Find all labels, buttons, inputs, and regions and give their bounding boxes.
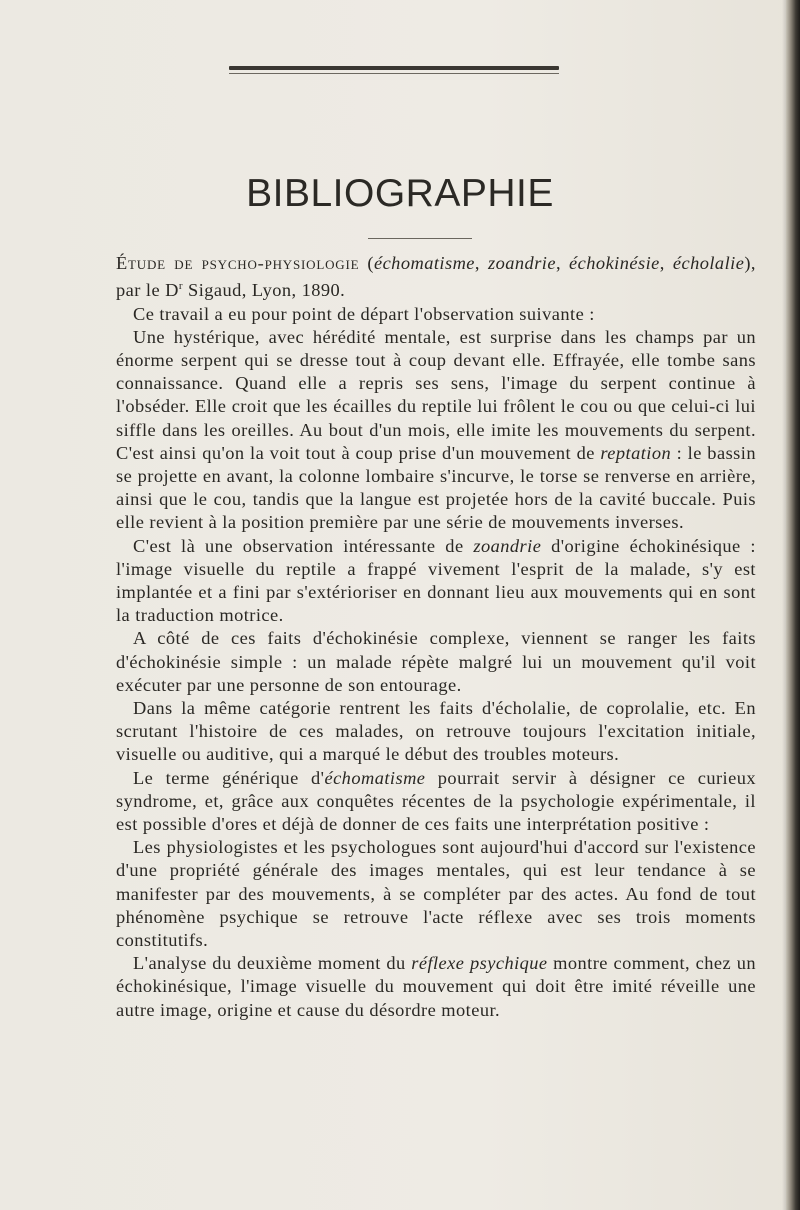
term-echokinesie: échokinésie — [569, 253, 660, 273]
paragraph-3: C'est là une observation intéressante de zoandrie d'origine échokinésique : l'image visuelle du reptile a frappé vivement l'esprit de la malade, s'y est implantée et a fini par s'extérioriser en donnant lieu aux mouvements qui en sont la traduction motrice. — [116, 535, 756, 626]
page-title: BIBLIOGRAPHIE — [246, 172, 554, 215]
term-echomatisme: échomatisme — [373, 253, 475, 273]
body-text — [116, 252, 756, 1022]
paragraph-7: Les physiologistes et les psychologues sont aujourd'hui d'accord sur l'existence d'une propriété générale des images mentales, qui est leur tendance à se manifester par des mouvements, à se compléter par des actes. Au fond de tout phénomène psychique se retrouve l'acte réflexe avec ses trois moments constitutifs. — [116, 837, 756, 951]
scan-binding-edge — [786, 0, 800, 1210]
term-zoandrie: zoandrie — [488, 253, 556, 273]
paragraph-5: Dans la même catégorie rentrent les faits d'écholalie, de coprolalie, etc. En scrutant l'histoire de ces malades, on retrouve toujours l'excitation initiale, visuelle ou auditive, qui a marqué le début des troubles moteurs. — [116, 697, 756, 765]
paragraph-6: Le terme générique d'échomatisme pourrait servir à désigner ce curieux syndrome, et, grâce aux conquêtes récentes de la psychologie expérimentale, il est possible d'ores et déjà de donner de ces faits une interprétation positive : — [116, 767, 756, 834]
entry-label: Étude de psycho-physiologie — [116, 253, 360, 273]
paragraph-1: Ce travail a eu pour point de départ l'observation suivante : — [133, 303, 595, 324]
paragraph-2: Une hystérique, avec hérédité mentale, est surprise dans les champs par un énorme serpent qui se dresse tout à coup devant elle. Effrayée, elle tombe sans connaissance. Quand elle a repris ses sens, l'image du serpent continue à l'obséder. Elle croit que les écailles du reptile lui frôlent le cou ou que celui-ci lui siffle dans les oreilles. Au bout d'un mois, elle imite les mouvements du serpent. C'est ainsi qu'on la voit tout à coup prise d'un mouvement de reptation : le bassin se projette en avant, la colonne lombaire s'incurve, le torse se renverse en arrière, ainsi que le cou, tandis que la langue est projetée hors de la cavité buccale. Puis elle revient à la position première par une série de mouvements inverses. — [116, 326, 756, 533]
paragraph-8: L'analyse du deuxième moment du réflexe psychique montre comment, chez un échokinésique, l'image visuelle du mouvement qui doit être imité réveille une autre image, origine et cause du désordre moteur. — [116, 953, 757, 1020]
term-echolalie: écholalie — [672, 253, 745, 273]
bibliography-entry: Étude de psycho-physiologie (échomatisme, zoandrie, échokinésie, écholalie), par le $D^r$ Sigaud, Lyon, 1890. — [116, 253, 756, 301]
top-rule — [229, 66, 559, 70]
top-rule-thin — [229, 73, 559, 74]
title-rule — [368, 238, 472, 239]
paragraph-4: A côté de ces faits d'échokinésie complexe, viennent se ranger les faits d'échokinésie simple : un malade répète malgré lui un mouvement qu'il voit exécuter par une personne de son entourage. — [116, 628, 756, 695]
